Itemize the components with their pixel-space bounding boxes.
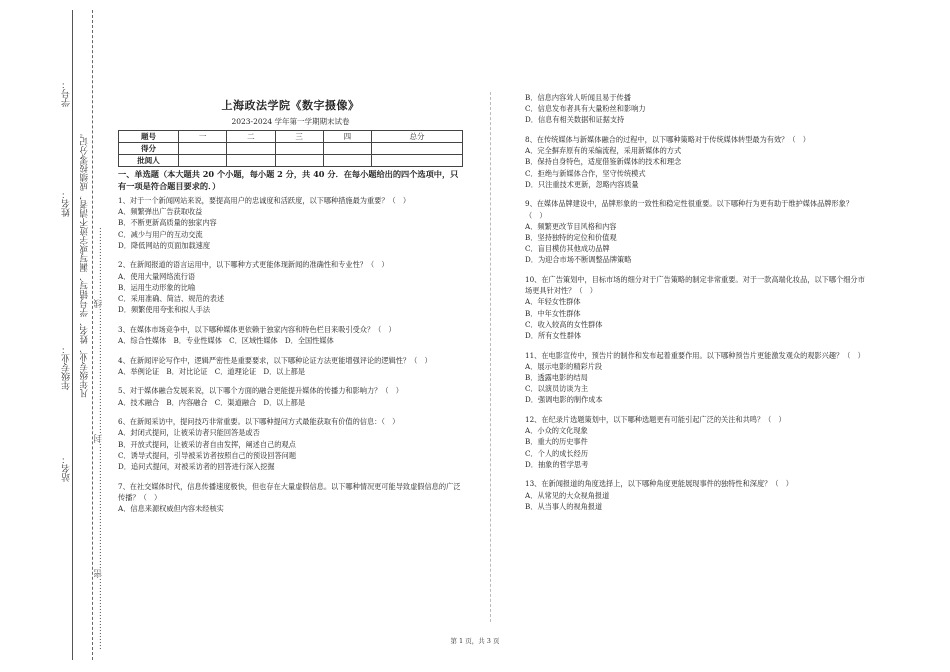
reviewer-input-cell[interactable] [227,155,275,167]
question-option: B．信息内容耸人听闻且易于传播 [525,93,631,102]
score-input-cell[interactable] [323,143,371,155]
score-table [118,130,463,167]
reviewer-input-cell[interactable] [372,155,463,167]
score-table-cell: 一 [179,131,227,143]
question-option: A．展示电影的精彩片段 [525,361,603,371]
left-question-column [118,195,463,523]
question-option: C．采用准确、简洁、规范的表述 [118,294,225,304]
score-table-header-row [119,131,463,143]
question-option: A．封闭式提问，让被采访者只能回答是或否 [118,428,260,438]
question-item [525,134,865,190]
reviewer-row-label: 批阅人 [119,155,179,167]
question-stem: 12、在纪录片选题策划中，以下哪种选题更有可能引起广泛的关注和共鸣？（ ） [525,415,786,425]
name-label: 姓名： [62,190,72,217]
score-input-cell[interactable] [275,143,323,155]
question-stem: 1、对于一个新闻网站来说，要提高用户的忠诚度和活跃度，以下哪种措施最为重要？（ ） [118,196,411,205]
exam-title: 上海政法学院《数字摄像》 [221,99,360,112]
question-option: B．不断更新高质量的独家内容 [118,218,217,228]
question-stem: 2、在新闻报道的语言运用中，以下哪种方式更能体现新闻的准确性和专业性？（ ） [118,260,389,270]
question-option: C．收入较高的女性群体 [525,319,603,329]
question-item [118,324,463,346]
question-item [525,414,865,470]
page-footer: 第 1 页，共 3 页 [450,637,500,645]
question-option: C．个人的成长经历 [525,448,589,458]
question-item [525,92,865,126]
score-table-cell: 三 [275,131,323,143]
question-option: A．从常见的大众视角报道 [525,490,610,500]
question-option: A．举例论证 B．对比论证 C．道理论证 D．以上都是 [118,366,306,376]
question-option: B．从当事人的视角报道 [525,501,603,511]
question-option: A．小众的文化现象 [525,426,588,436]
question-item [118,416,463,472]
question-stem: 6、在新闻采访中，提问技巧非常重要。以下哪种提问方式最能获取有价值的信息：（ ） [118,417,400,427]
score-input-cell[interactable] [372,143,463,155]
question-item [118,195,463,251]
right-question-column [525,92,865,520]
question-stem: 11、在电影宣传中，预告片的制作和发布起着重要作用。以下哪种预告片更能激发观众的观影兴趣？（ ） [525,350,865,360]
question-option: A．年轻女性群体 [525,297,581,307]
question-option: A．完全摒弃原有的采编流程，采用新媒体的方式 [525,146,682,156]
question-option: D．只注重技术更新，忽略内容质量 [525,179,639,189]
score-input-cell[interactable] [227,143,275,155]
question-option: C．拒绝与新媒体合作，坚守传统模式 [525,168,646,178]
question-option: D．频繁使用夸张和拟人手法 [118,305,211,315]
question-stem: 8、在传统媒体与新媒体融合的过程中，以下哪种策略对于传统媒体转型最为有效？（ ） [525,135,810,144]
question-stem: 7、在社交媒体时代，信息传播速度极快，但也存在大量虚假信息。以下哪种情况更可能导致虚假信息的广泛传播？（ ） [118,481,461,502]
class-label: 年级专业： [62,345,72,390]
question-stem: 4、在新闻评论写作中，逻辑严密性是重要要求，以下哪种论证方法更能增强评论的逻辑性？（ ） [118,355,432,365]
binding-solid-line [72,10,73,660]
question-item [525,198,865,265]
question-stem: 5、对于媒体融合发展来说，以下哪个方面的融合更能提升媒体的传播力和影响力？（ ） [118,386,403,396]
reviewer-input-cell[interactable] [323,155,371,167]
question-option: B．重大的历史事件 [525,437,588,447]
question-stem: 9、在媒体品牌建设中，品牌形象的一致性和稳定性很重要。以下哪种行为更有助于维护媒体品牌形象？（ ） [525,199,854,220]
question-option: A．综合性媒体 B．专业性媒体 C．区域性媒体 D．全国性媒体 [118,336,334,346]
question-item [118,481,463,515]
question-option: A．信息来源权威但内容未经核实 [118,504,224,514]
question-item [118,385,463,407]
question-option: D．抽象的哲学思考 [525,459,589,469]
question-option: C．诱导式提问，引导被采访者按照自己的预设回答问题 [118,450,297,460]
score-row-label: 得分 [119,143,179,155]
question-option: A．使用大量网络流行语 [118,271,196,281]
question-item [525,350,865,406]
score-input-cell[interactable] [179,143,227,155]
question-item [118,259,463,315]
section-heading: 一、单选题（本大题共 20 个小题，每小题 2 分，共 40 分．在每小题给出的四个选项中，只有一项是符合题目要求的．） [118,169,459,191]
question-option: B．中年女性群体 [525,308,581,318]
binding-margin [0,0,110,672]
student-id-label: 学号： [62,80,72,107]
question-option: C．以演员访谈为主 [525,384,589,394]
score-table-cell: 二 [227,131,275,143]
column-divider [490,92,491,622]
question-option: B．坚持独特的定位和价值观 [525,233,617,243]
reviewer-input-cell[interactable] [275,155,323,167]
question-item [525,478,865,512]
question-option: C．盲目模仿其他成功品牌 [525,244,610,254]
question-option: D．信息有相关数据和证据支持 [525,115,625,125]
question-stem: 10、在广告策划中，目标市场的细分对于广告策略的制定非常重要。对于一款高端化妆品，以下哪个细分市场更具针对性？（ ） [525,275,865,296]
question-option: D．所有女性群体 [525,331,582,341]
station-label: 站名： [62,455,72,482]
question-option: A．技术融合 B．内容融合 C．渠道融合 D．以上都是 [118,397,306,407]
binding-dashed-line [92,10,93,660]
question-option: A．频繁弹出广告获取收益 [118,207,203,217]
question-option: A．频繁更改节目风格和内容 [525,221,617,231]
question-option: B．保持自身特色，适度借鉴新媒体的技术和理念 [525,157,682,167]
score-table-reviewer-row [119,155,463,167]
score-table-score-row [119,143,463,155]
score-table-cell: 总分 [372,131,463,143]
question-option: C．减少与用户的互动交流 [118,229,203,239]
question-option: D．追问式提问，对被采访者的回答进行深入挖掘 [118,462,275,472]
question-option: D．强调电影的制作成本 [525,395,603,405]
exam-subtitle: 2023-2024 学年第一学期期末试卷 [231,117,350,126]
question-option: B．透露电影的结局 [525,373,588,383]
binding-notice: 凡年级专业、姓名、学号错写、漏写或字迹不清者，成绩按零分记。 [80,128,90,398]
question-stem: 3、在媒体市场竞争中，以下哪种媒体更依赖于独家内容和特色栏目来吸引受众？（ ） [118,324,396,334]
question-option: D．降低网站的页面加载速度 [118,240,211,250]
question-stem: 13、在新闻报道的角度选择上，以下哪种角度更能展现事件的独特性和深度？（ ） [525,479,793,489]
score-table-cell: 四 [323,131,371,143]
question-option: B．运用生动形象的比喻 [118,282,196,292]
question-item [118,355,463,377]
question-option: D．为迎合市场不断调整品牌策略 [525,255,632,265]
reviewer-input-cell[interactable] [179,155,227,167]
question-item [525,274,865,341]
cut-line-text: ……………………密……………………………………封……………………………………线…………………… [94,227,104,650]
score-table-cell: 题号 [119,131,179,143]
question-option: C．信息发布者具有大量粉丝和影响力 [525,104,646,114]
question-option: B．开放式提问，让被采访者自由发挥，阐述自己的观点 [118,439,296,449]
